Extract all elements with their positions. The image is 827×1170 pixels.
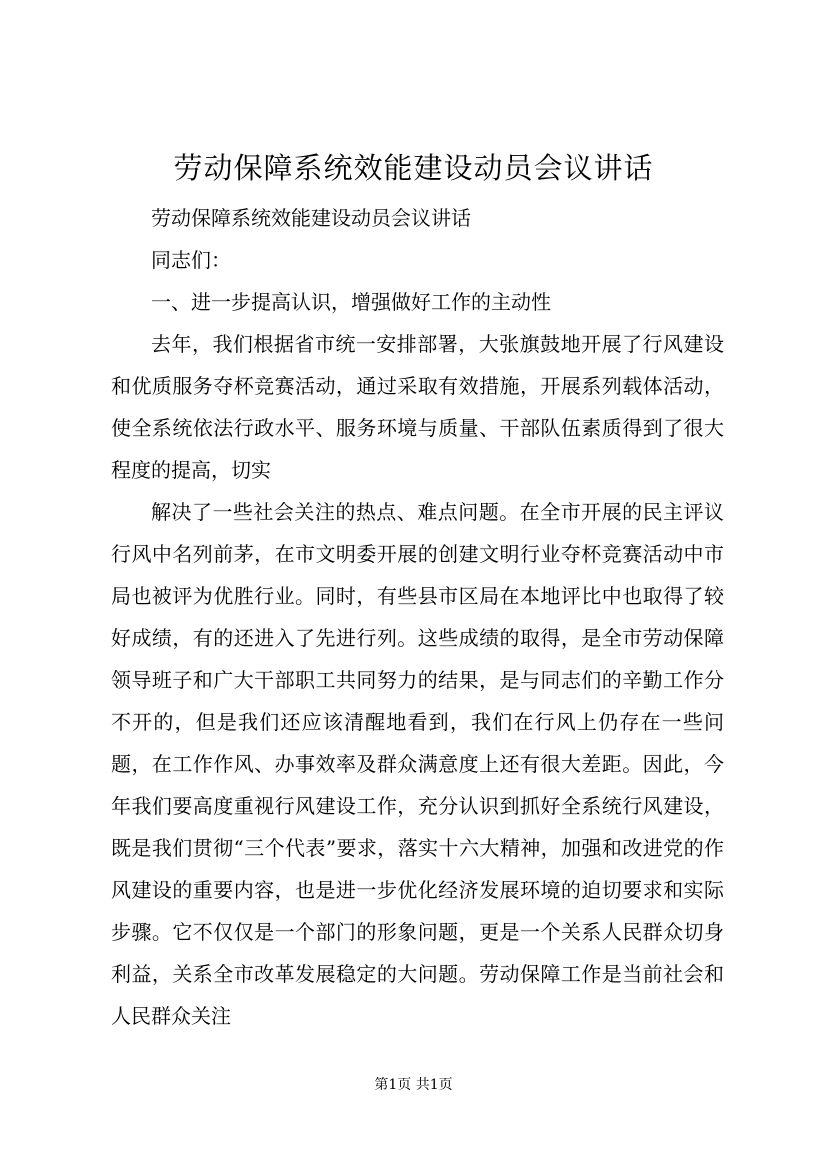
paragraph-section-heading: 一、进一步提高认识，增强做好工作的主动性 xyxy=(151,290,551,314)
page-footer: 第1页 共1页 xyxy=(374,1077,453,1093)
document-body xyxy=(111,197,724,1037)
paragraph-body-1: 去年，我们根据省市统一安排部署，大张旗鼓地开展了行风建设和优质服务夺杯竞赛活动，通过采取有效措施，开展系列载体活动，使全系统依法行政水平、服务环境与质量、干部队伍素质得到了很大程度的提高，切实 xyxy=(111,332,724,482)
paragraph-subtitle: 劳动保障系统效能建设动员会议讲话 xyxy=(151,206,471,230)
paragraph-salutation: 同志们： xyxy=(151,248,231,272)
document-title: 劳动保障系统效能建设动员会议讲话 xyxy=(173,151,654,185)
paragraph-body-2: 解决了一些社会关注的热点、难点问题。在全市开展的民主评议行风中名列前茅，在市文明委开展的创建文明行业夺杯竞赛活动中市局也被评为优胜行业。同时，有些县市区局在本地评比中也取得了较好成绩，有的还进入了先进行列。这些成绩的取得，是全市劳动保障领导班子和广大干部职工共同努力的结果，是与同志们的辛勤工作分不开的，但是我们还应该清醒地看到，我们在行风上仍存在一些问题，在工作作风、办事效率及群众满意度上还有很大差距。因此，今年我们要高度重视行风建设工作，充分认识到抓好全系统行风建设，既是我们贯彻“三个代表”要求，落实十六大精神，加强和改进党的作风建设的重要内容，也是进一步优化经济发展环境的迫切要求和实际步骤。它不仅仅是一个部门的形象问题，更是一个关系人民群众切身利益，关系全市改革发展稳定的大问题。劳动保障工作是当前社会和人民群众关注 xyxy=(111,500,724,1028)
